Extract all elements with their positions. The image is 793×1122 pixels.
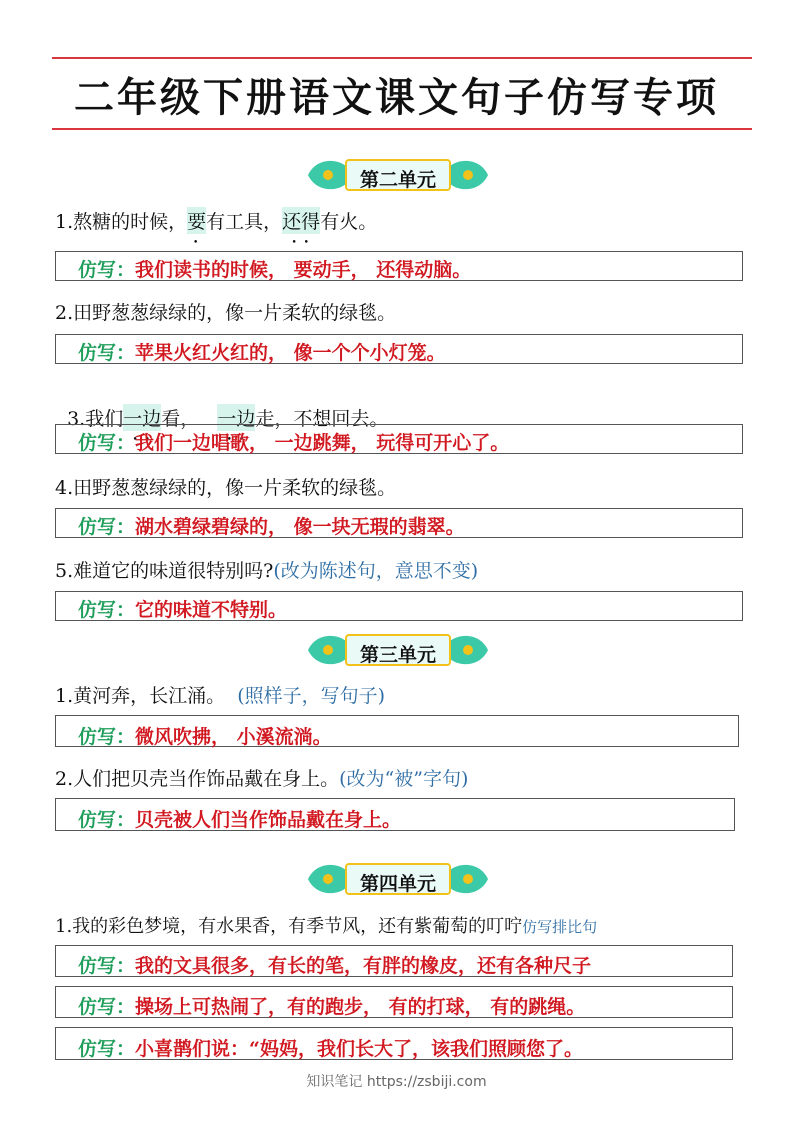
page-title: 二年级下册语文课文句子仿写专项 <box>74 74 719 121</box>
instruction-note: (改为“被”字句) <box>339 768 469 790</box>
question-text: 1.我的彩色梦境，有水果香，有季节风，还有紫葡萄的叮咛 <box>55 916 523 937</box>
unit-2-label: 第二单元 <box>359 169 436 191</box>
highlight-word: 还得 • • <box>282 207 320 234</box>
answer-box-u2-5 <box>55 591 743 621</box>
answer-label: 仿写： <box>78 516 136 538</box>
question-u2-1 <box>55 207 377 234</box>
question-text: 1.熬糖的时候， <box>55 211 188 233</box>
question-u2-2: 2.田野葱葱绿绿的，像一片柔软的绿毯。 <box>55 302 397 324</box>
question-text: 1.黄河奔，长江涌。 <box>55 685 226 707</box>
question-text: 5.难道它的味道很特别吗? <box>55 560 274 582</box>
answer-text: 我的文具很多，有长的笔，有胖的橡皮，还有各种尺子 <box>135 955 592 977</box>
answer-box-u4-3 <box>55 1027 733 1060</box>
answer-label: 仿写： <box>78 342 136 364</box>
question-u2-5 <box>55 556 478 583</box>
answer-box-u4-2 <box>55 986 733 1018</box>
answer-box-u2-2 <box>55 334 743 364</box>
answer-text: 我们读书的时候， 要动手， 还得动脑。 <box>135 259 472 281</box>
question-u3-1 <box>55 681 385 708</box>
answer-label: 仿写： <box>78 809 136 831</box>
answer-box-u4-1 <box>55 945 733 977</box>
question-text: 3.我们 <box>67 408 124 430</box>
question-u3-2 <box>55 764 468 791</box>
answer-text: 贝壳被人们当作饰品戴在身上。 <box>135 809 402 831</box>
unit-4-label: 第四单元 <box>359 873 436 895</box>
answer-text: 我们一边唱歌， 一边跳舞， 玩得可开心了。 <box>135 432 510 454</box>
instruction-note: (改为陈述句，意思不变) <box>273 560 479 582</box>
unit-3-label: 第三单元 <box>359 644 436 666</box>
answer-box-u3-1 <box>55 715 739 747</box>
answer-text: 操场上可热闹了，有的跑步， 有的打球， 有的跳绳。 <box>135 996 586 1018</box>
answer-label: 仿写： <box>78 259 136 281</box>
answer-text: 它的味道不特别。 <box>135 599 288 621</box>
answer-label: 仿写： <box>78 599 136 621</box>
question-text: 看， <box>161 408 218 430</box>
instruction-note: 仿写排比句 <box>522 918 598 936</box>
footer-watermark: 知识笔记 https://zsbiji.com <box>306 1074 487 1090</box>
answer-text: 微风吹拂， 小溪流淌。 <box>135 726 332 748</box>
answer-box-u2-1 <box>55 251 743 281</box>
instruction-note: (照样子，写句子) <box>237 685 386 707</box>
answer-label: 仿写： <box>78 726 136 748</box>
question-text: 有工具， <box>206 211 283 233</box>
unit-banner-3 <box>306 631 490 669</box>
unit-banner-4 <box>306 860 490 898</box>
answer-text: 苹果火红火红的， 像一个个小灯笼。 <box>135 342 446 364</box>
answer-label: 仿写： <box>78 1038 136 1060</box>
unit-banner-2 <box>306 156 490 194</box>
question-u2-4: 4.田野葱葱绿绿的，像一片柔软的绿毯。 <box>55 477 397 499</box>
answer-text: 小喜鹊们说：“妈妈，我们长大了，该我们照顾您了。 <box>135 1038 583 1060</box>
question-text: 有火。 <box>320 211 378 233</box>
answer-label: 仿写： <box>78 996 136 1018</box>
answer-box-u3-2 <box>55 798 735 831</box>
question-text: 2.人们把贝壳当作饰品戴在身上。 <box>55 768 340 790</box>
highlight-word: 要 <box>187 207 206 234</box>
answer-box-u2-4 <box>55 508 743 538</box>
answer-label: 仿写： <box>78 955 136 977</box>
answer-box-u2-3 <box>55 424 743 454</box>
question-u4-1 <box>55 912 597 938</box>
highlight-word: 一边 • • <box>123 404 161 431</box>
question-text: 走，不想回去。 <box>255 408 389 430</box>
top-rule <box>52 57 752 59</box>
bottom-rule <box>52 128 752 130</box>
answer-label: 仿写： <box>78 432 136 454</box>
answer-text: 湖水碧绿碧绿的， 像一块无瑕的翡翠。 <box>135 516 465 538</box>
highlight-word: 一边 • • <box>217 404 255 431</box>
